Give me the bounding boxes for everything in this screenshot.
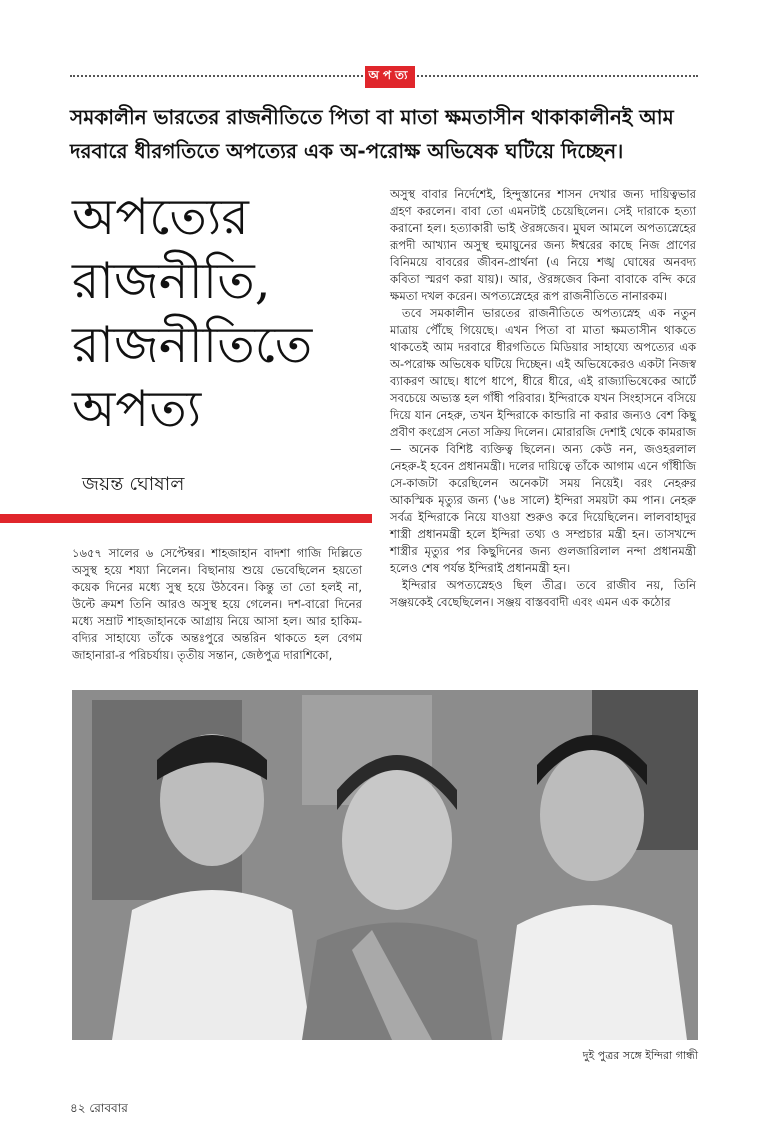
photo-illustration [72,690,698,1040]
byline: জয়ন্ত ঘোষাল [82,473,185,495]
body-paragraph: ইন্দিরার অপত্যস্নেহও ছিল তীব্র। তবে রাজীব নয়, তিনি সঞ্জয়কেই বেছেছিলেন। সঞ্জয় বাস্তববাদী এবং এমন এক কঠোর [390,578,696,609]
body-paragraph: তবে সমকালীন ভারতের রাজনীতিতে অপত্যস্নেহ এক নতুন মাত্রায় পৌঁছে গিয়েছে। এখন পিতা বা মাতা ক্ষমতাসীন থাকতে থাকতেই আম দরবারে ধীরগতিতে মিডিয়ার সাহায্যে অপত্যের এক অ-পরোক্ষ অভিষেক ঘটিয়ে দিচ্ছেন। এই অভিষেকেরও একটা নিজস্ব ব্যাকরণ আছে। ধাপে ধাপে, ধীরে ধীরে, এই রাজ্যাভিষেকের আর্টে সবচেয়ে অভ্যস্ত হল গাঁধী পরিবার। ইন্দিরাকে যখন সিংহাসনে বসিয়ে দিয়ে যান নেহরু, তখন ইন্দিরাকে কান্ডারি না করার জন্যও বেশ কিছু প্রবীণ কংগ্রেস নেতা সক্রিয় দিলেন। মোরারজি দেশাই থেকে কামরাজ— অনেক বিশিষ্ট ব্যক্তিত্ব ছিলেন। অন্য কেউ নন, জওহরলাল নেহরু-ই হবেন প্রধানমন্ত্রী। দলের দায়িত্বে তাঁকে আগাম এনে গাঁধীজি সে-কাজটা করেছিলেন অনেকটা সময় নিয়েই। বরং নেহরুর আকস্মিক মৃত্যুর জন্য ('৬৪ সালে) ইন্দিরা সময়টা কম পান। নেহরু সর্বত্র ইন্দিরাকে নিয়ে যাওয়া শুরুও করে দিয়েছিলেন। লালবাহাদুর শাস্ত্রী প্রধানমন্ত্রী হলে ইন্দিরা তথ্য ও সম্প্রচার মন্ত্রী হন। তাসখন্দে শাস্ত্রীর মৃত্যুর পর কিছুদিনের জন্য গুলজারিলাল নন্দা প্রধানমন্ত্রী হলেও শেষ পর্যন্ত ইন্দিরাই প্রধানমন্ত্রী হন। [390,306,696,575]
body-paragraph: ১৬৫৭ সালের ৬ সেপ্টেম্বর। শাহজাহান বাদশা গাজি দিল্লিতে অসুস্থ হয়ে শয্যা নিলেন। বিছানায় শুয়ে ভেবেছিলেন হয়তো কয়েক দিনের মধ্যে সুস্থ হয়ে উঠবেন। কিন্তু তা তো হলই না, উল্টে ক্রমশ তিনি আরও অসুস্থ হয়ে গেলেন। দশ-বারো দিনের মধ্যে সম্রাট শাহজাহানকে আগ্রায় নিয়ে আসা হল। আর হাকিম-বদ্যির সাহায্যে তাঁকে অন্তঃপুরে অন্তরিন থাকতে হল বেগম জাহানারা-র পরিচর্যায়। তৃতীয় সন্তান, জেষ্ঠপুত্র দারাশিকো, [72,546,362,662]
headline-line: রাজনীতিতে [72,316,313,374]
headline-line: অপত্য [72,380,202,438]
article-headline [72,185,382,441]
section-label: অপত্য [365,66,415,88]
article-photo [72,690,698,1040]
body-column-right [390,186,696,611]
red-divider-bar [0,514,372,523]
photo-caption: দুই পুত্রর সঙ্গে ইন্দিরা গান্ধী [582,1049,698,1062]
headline-line: অপত্যের [72,188,249,246]
page-folio: ৪২ রোববার [70,1101,128,1115]
body-column-left [72,545,362,664]
headline-line: রাজনীতি, [72,252,271,310]
body-paragraph: অসুস্থ বাবার নির্দেশেই, হিন্দুস্তানের শাসন দেখার জন্য দায়িত্বভার গ্রহণ করলেন। বাবা তো এমনটাই চেয়েছিলেন। সেই দারাকে হত্যা করানো হল। হত্যাকারী ভাই ঔরঙ্গজেব। মুঘল আমলে অপত্যস্নেহের রূপদী আখ্যান অসুস্থ হুমায়ুনের জন্য ঈশ্বরের কাছে নিজ প্রাণের বিনিময়ে বাবরের জীবন-প্রার্থনা (এ নিয়ে শঙ্খ ঘোষের অনবদ্য কবিতা স্মরণ করা যায়)। আর, ঔরঙ্গজেব কিনা বাবাকে বন্দি করে ক্ষমতা দখল করেন। অপত্যস্নেহের রূপ রাজনীতিতে নানারকম। [390,187,696,303]
article-deck: সমকালীন ভারতের রাজনীতিতে পিতা বা মাতা ক্ষমতাসীন থাকাকালীনই আম দরবারে ধীরগতিতে অপত্যের এক অ-পরোক্ষ অভিষেক ঘটিয়ে দিচ্ছেন। [70,105,674,163]
